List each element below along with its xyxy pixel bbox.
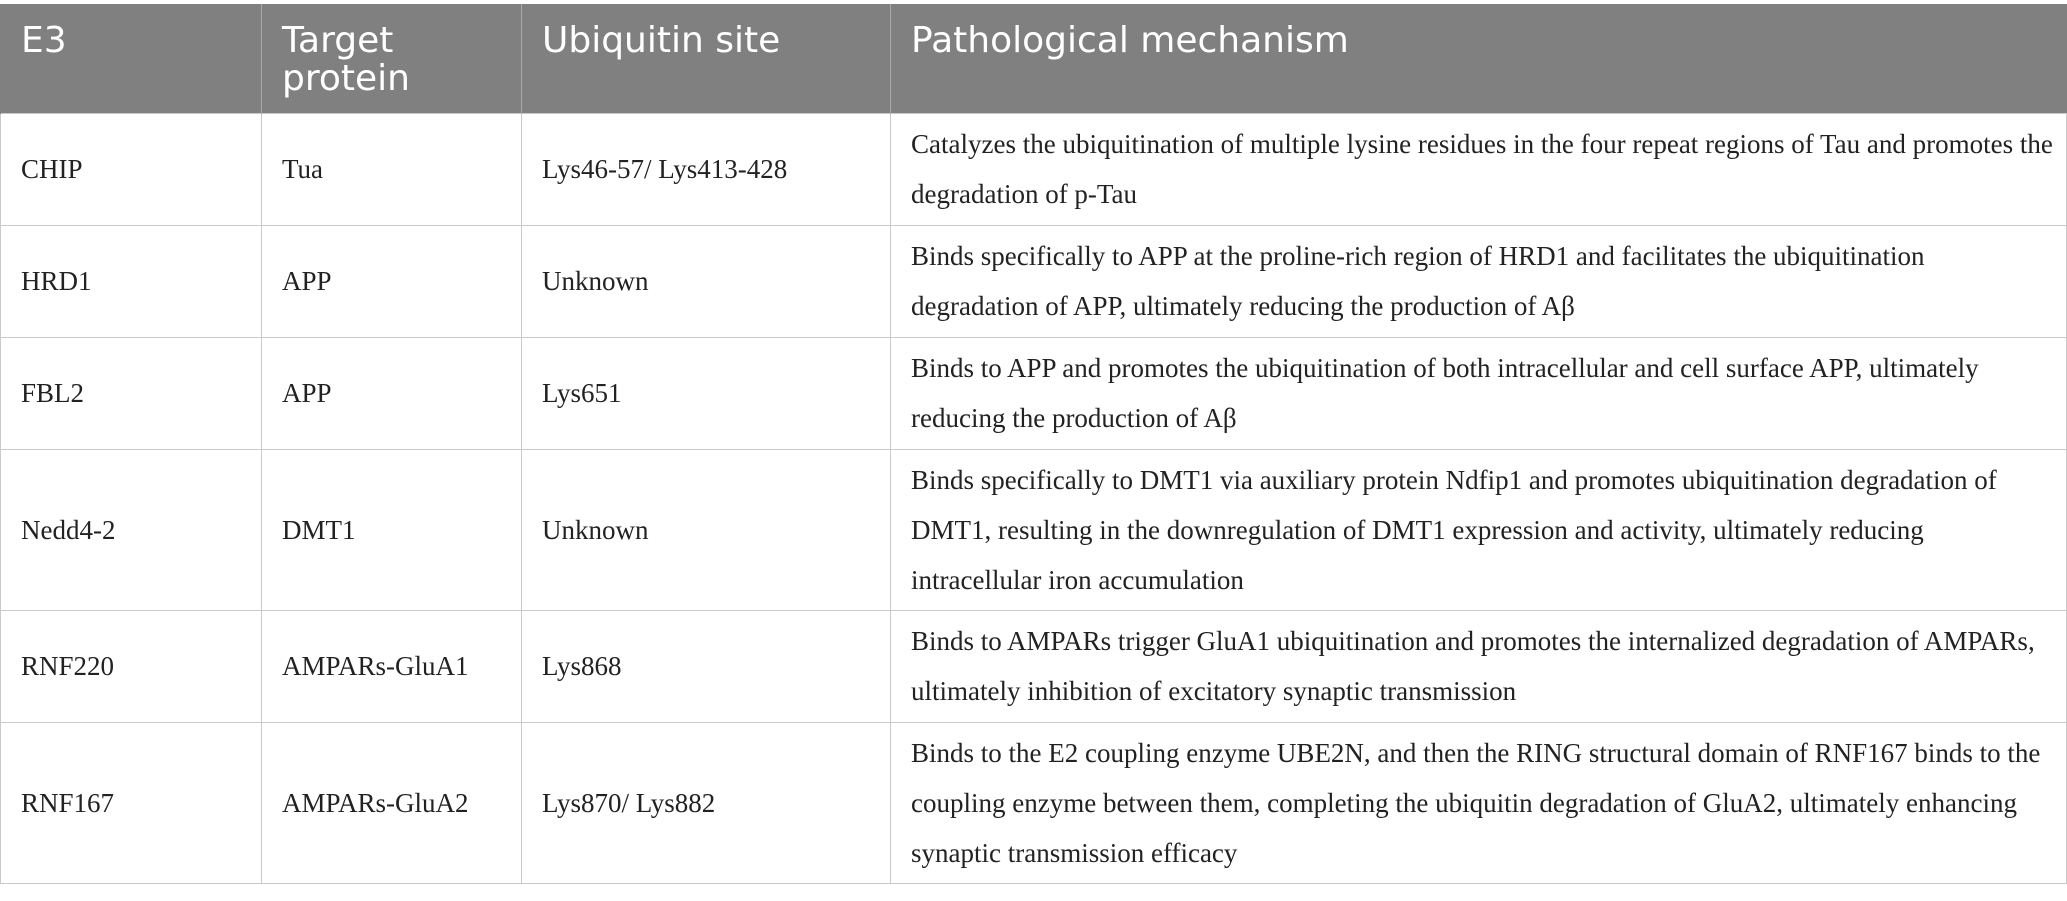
table-body (1, 113, 2067, 883)
cell-target-protein: AMPARs-GluA2 (262, 722, 522, 883)
e3-ligase-table (0, 4, 2067, 884)
cell-pathological-mechanism: Binds specifically to DMT1 via auxiliary protein Ndfip1 and promotes ubiquitination degradation of DMT1, resulting in the downregulation of DMT1 expression and activity, ultimately reducing intracellular iron accumulation (891, 449, 2067, 610)
cell-e3: HRD1 (1, 225, 262, 337)
cell-target-protein: APP (262, 225, 522, 337)
cell-pathological-mechanism: Binds to APP and promotes the ubiquitination of both intracellular and cell surface APP, ultimately reducing the production of Aβ (891, 337, 2067, 449)
cell-e3: FBL2 (1, 337, 262, 449)
cell-target-protein: DMT1 (262, 449, 522, 610)
cell-pathological-mechanism: Binds to the E2 coupling enzyme UBE2N, and then the RING structural domain of RNF167 binds to the coupling enzyme between them, completing the ubiquitin degradation of GluA2, ultimately enhancing synaptic transmission efficacy (891, 722, 2067, 883)
header-e3: E3 (1, 4, 262, 113)
cell-pathological-mechanism: Binds to AMPARs trigger GluA1 ubiquitination and promotes the internalized degradation of AMPARs, ultimately inhibition of excitatory synaptic transmission (891, 610, 2067, 722)
cell-target-protein: AMPARs-GluA1 (262, 610, 522, 722)
table-row (1, 113, 2067, 225)
cell-e3: Nedd4-2 (1, 449, 262, 610)
cell-ubiquitin-site: Unknown (522, 449, 891, 610)
header-pathological-mechanism: Pathological mechanism (891, 4, 2067, 113)
table-row (1, 449, 2067, 610)
table-row (1, 225, 2067, 337)
cell-pathological-mechanism: Catalyzes the ubiquitination of multiple lysine residues in the four repeat regions of Tau and promotes the degradation of p-Tau (891, 113, 2067, 225)
table-header (1, 4, 2067, 113)
cell-pathological-mechanism: Binds specifically to APP at the proline-rich region of HRD1 and facilitates the ubiquitination degradation of APP, ultimately reducing the production of Aβ (891, 225, 2067, 337)
table-row (1, 337, 2067, 449)
table-row (1, 722, 2067, 883)
header-ubiquitin-site: Ubiquitin site (522, 4, 891, 113)
cell-ubiquitin-site: Lys868 (522, 610, 891, 722)
cell-ubiquitin-site: Unknown (522, 225, 891, 337)
cell-e3: CHIP (1, 113, 262, 225)
header-target-protein: Target protein (262, 4, 522, 113)
cell-ubiquitin-site: Lys46-57/ Lys413-428 (522, 113, 891, 225)
cell-ubiquitin-site: Lys651 (522, 337, 891, 449)
cell-target-protein: APP (262, 337, 522, 449)
cell-e3: RNF167 (1, 722, 262, 883)
header-row (1, 4, 2067, 113)
e3-ligase-table-container (0, 4, 2066, 884)
cell-e3: RNF220 (1, 610, 262, 722)
cell-target-protein: Tua (262, 113, 522, 225)
cell-ubiquitin-site: Lys870/ Lys882 (522, 722, 891, 883)
table-row (1, 610, 2067, 722)
